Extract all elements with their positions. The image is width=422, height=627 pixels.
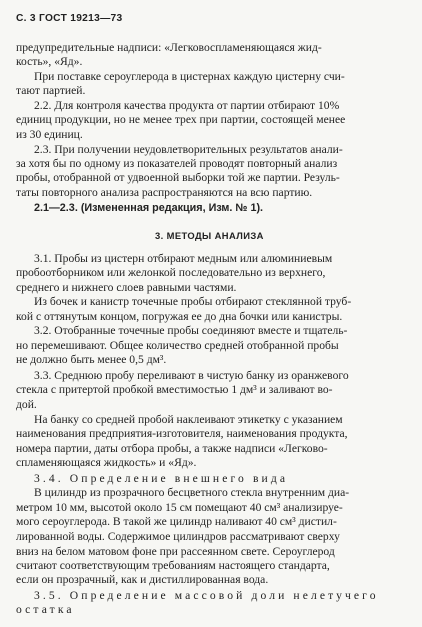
text-line: кой с оттянутым концом, погружая ее до дна бочки или канистры. bbox=[16, 310, 343, 323]
text-line: таты повторного анализа распространяются на всю партию. bbox=[16, 186, 313, 199]
text-line: При поставке сероуглерода в цистернах каждую цистерну счи- bbox=[34, 70, 345, 83]
text-line: дой. bbox=[16, 398, 37, 411]
text-line: спламеняющаяся жидкость» и «Яд». bbox=[16, 456, 197, 469]
text-line: Из бочек и канистр точечные пробы отбирают стеклянной труб- bbox=[34, 295, 352, 308]
text-line: 2.2. Для контроля качества продукта от партии отбирают 10% bbox=[34, 99, 340, 112]
text-line: вниз на белом матовом фоне при рассеянном свете. Сероуглерод bbox=[16, 545, 335, 558]
text-line: стекла с притертой пробкой вместимостью 1 дм³ и заливают во- bbox=[16, 383, 333, 396]
text-line: среднего и нижнего слоев равными частями. bbox=[16, 281, 237, 294]
text-line: 3.2. Отобранные точечные пробы соединяют вместе и тщатель- bbox=[34, 324, 348, 337]
subsection-heading: 3.4. Определение внешнего вида bbox=[34, 472, 289, 485]
text-line bbox=[34, 613, 60, 614]
text-line: предупредительные надписи: «Легковоспламеняющаяся жид- bbox=[16, 41, 322, 54]
text-line: 3.3. Среднюю пробу переливают в чистую банку из оранжевого bbox=[34, 369, 349, 382]
text-line: пробоотборником или желонкой последовательно из верхнего, bbox=[16, 266, 326, 279]
page-header: С. 3 ГОСТ 19213—73 bbox=[16, 13, 123, 24]
text-line: наименования предприятия-изготовителя, наименования продукта, bbox=[16, 427, 348, 440]
subsection-heading: 3.5. Определение массовой доли нелетучего bbox=[34, 589, 379, 602]
amendment-note: 2.1—2.3. (Измененная редакция, Изм. № 1). bbox=[34, 202, 264, 214]
section-heading: 3. МЕТОДЫ АНАЛИЗА bbox=[155, 230, 264, 241]
text-line: 2.3. При получении неудовлетворительных результатов анали- bbox=[34, 143, 343, 156]
text-line: из 30 единиц. bbox=[16, 128, 83, 141]
subsection-heading-cont: остатка bbox=[16, 603, 75, 616]
text-line: тают партией. bbox=[16, 84, 86, 97]
text-line: кость», «Яд». bbox=[16, 55, 83, 68]
text-line: На банку со средней пробой наклеивают этикетку с указанием bbox=[34, 413, 343, 426]
text-line: но перемешивают. Общее количество средней отобранной пробы bbox=[16, 339, 339, 352]
text-line: 3.1. Пробы из цистерн отбирают медным или алюминиевым bbox=[34, 252, 333, 265]
text-line: лированной воды. Содержимое цилиндров рассматривают сверху bbox=[16, 530, 340, 543]
text-line: В цилиндр из прозрачного бесцветного стекла внутренним диа- bbox=[34, 486, 350, 499]
text-line: мого сероуглерода. В такой же цилиндр наливают 40 см³ дистил- bbox=[16, 515, 337, 528]
text-line: за хотя бы по одному из показателей проводят повторный анализ bbox=[16, 157, 338, 170]
text-line: если он прозрачный, как и дистиллированная вода. bbox=[16, 573, 269, 586]
text-line: пробы, отобранной от удвоенной выборки той же партии. Резуль- bbox=[16, 171, 340, 184]
text-line: единиц продукции, но не менее трех при партии, состоящей менее bbox=[16, 113, 346, 126]
text-line: номера партии, даты отбора пробы, а также надписи «Легково- bbox=[16, 442, 328, 455]
text-line: считают соответствующим требованиям настоящего стандарта, bbox=[16, 559, 330, 572]
text-line: метром 10 мм, высотой около 15 см помещают 40 см³ анализируе- bbox=[16, 501, 343, 514]
text-line: не должно быть менее 0,5 дм³. bbox=[16, 353, 167, 366]
